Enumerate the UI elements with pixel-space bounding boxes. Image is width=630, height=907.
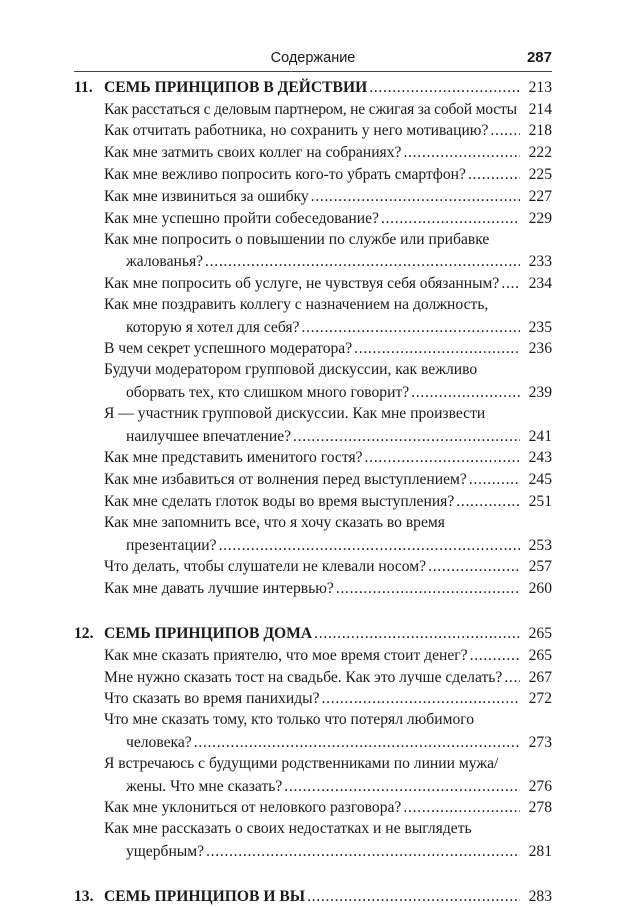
toc-entry-text: Как мне поздравить коллегу с назначением на должность, (104, 295, 489, 313)
toc-entry-text: презентации? (126, 536, 217, 554)
dot-leader (403, 797, 520, 818)
toc-entry-page: 273 (528, 733, 552, 751)
toc-entry-text: Будучи модератором групповой дискуссии, как вежливо (104, 361, 478, 379)
toc-entry[interactable] (104, 120, 552, 142)
toc-entry-page: 214 (528, 100, 552, 118)
toc-entry-text: Что делать, чтобы слушатели не клевали носом? (104, 558, 427, 576)
chapter-page: 265 (528, 624, 552, 642)
toc-entry-text: Как мне уклониться от неловкого разговора? (104, 799, 402, 817)
toc-entry-page: 245 (528, 471, 552, 489)
toc-entry-text: Как мне затмить своих коллег на собраниях? (104, 144, 402, 162)
toc-entry-page: 267 (528, 668, 552, 686)
toc-entry[interactable] (104, 753, 552, 797)
toc-entry-line (104, 688, 552, 710)
dot-leader (301, 317, 520, 338)
toc-entry-line (104, 468, 552, 490)
toc-entry-page: 253 (528, 536, 552, 554)
toc-entry-line (104, 666, 552, 688)
toc-entry[interactable] (104, 688, 552, 710)
toc-entry-line (104, 207, 552, 229)
page-number: 287 (526, 49, 552, 66)
dot-leader (501, 273, 520, 294)
toc-entry-page: 239 (528, 383, 552, 401)
toc-entry-line (104, 185, 552, 207)
toc-entry-line (104, 840, 552, 862)
chapter (74, 76, 552, 599)
toc-entry-text: В чем секрет успешного модератора? (104, 340, 353, 358)
toc-entry-text: Я встречаюсь с будущими родственниками по линии мужа/ (104, 754, 499, 772)
toc-entry[interactable] (104, 512, 552, 556)
chapter-number: 12. (74, 624, 94, 642)
toc-entry-page: 260 (528, 580, 552, 598)
dot-leader (519, 99, 520, 120)
toc-entry-page: 276 (528, 777, 552, 795)
dot-leader (219, 535, 520, 556)
toc-entry-page: 235 (528, 318, 552, 336)
toc-entry-text: человека? (126, 733, 192, 751)
chapter-heading[interactable] (74, 76, 552, 98)
dot-leader (293, 426, 520, 447)
toc-entry-line (104, 141, 552, 163)
toc-entry[interactable] (104, 272, 552, 294)
dot-leader (456, 491, 520, 512)
toc-entry-line (104, 577, 552, 599)
dot-leader (403, 142, 520, 163)
toc-entry-line (104, 490, 552, 512)
toc-entry[interactable] (104, 359, 552, 403)
toc-entry-text: Как мне попросить об услуге, не чувствуя себя обязанным? (104, 274, 500, 292)
toc-entry-page: 278 (528, 799, 552, 817)
dot-leader (354, 338, 520, 359)
toc-entry[interactable] (104, 797, 552, 819)
toc-entry-text: Как расстаться с деловым партнером, не сжигая за собой мосты (104, 100, 517, 118)
toc-entry-line (104, 381, 552, 403)
toc-entry-text: Как мне рассказать о своих недостатках и не выглядеть (104, 820, 472, 838)
toc-entry-text: Что сказать во время панихиды? (104, 690, 320, 708)
toc-entry-text: ущербным? (126, 842, 205, 860)
toc-entry-text: Я — участник групповой дискуссии. Как мне произвести (104, 404, 486, 422)
toc-entry-line (104, 425, 552, 447)
chapter-number: 13. (74, 887, 94, 905)
dot-leader (470, 645, 520, 666)
dot-leader (284, 776, 520, 797)
toc-entry-line (104, 797, 552, 819)
toc-entry[interactable] (104, 403, 552, 447)
toc-entry-text: Как мне сказать приятелю, что мое время стоит денег? (104, 646, 468, 664)
toc-entry-page: 265 (528, 646, 552, 664)
toc-entry[interactable] (104, 666, 552, 688)
dot-leader (428, 556, 520, 577)
chapter (74, 885, 552, 907)
toc-entry-page: 272 (528, 690, 552, 708)
toc-entry-text: Как мне попросить о повышении по службе или прибавке (104, 230, 490, 248)
dot-leader (307, 886, 520, 907)
dot-leader (205, 251, 520, 272)
chapter-page: 213 (528, 78, 552, 96)
toc-entry-text: которую я хотел для себя? (126, 318, 300, 336)
toc-entry[interactable] (104, 98, 552, 120)
chapter-title: СЕМЬ ПРИНЦИПОВ И ВЫ (104, 887, 306, 905)
toc-entry[interactable] (104, 447, 552, 469)
toc-entry-line (104, 338, 552, 360)
toc-entry-page: 251 (528, 492, 552, 510)
toc-entry-text: Мне нужно сказать тост на свадьбе. Как это лучше сделать? (104, 668, 503, 686)
toc-entry-line (104, 98, 552, 120)
chapter-page: 283 (528, 887, 552, 905)
toc-entry-line (104, 163, 552, 185)
chapter-title: СЕМЬ ПРИНЦИПОВ В ДЕЙСТВИИ (104, 78, 368, 96)
toc-entry-page: 218 (528, 122, 552, 140)
toc-entry[interactable] (104, 163, 552, 185)
toc-entry-line (104, 731, 552, 753)
dot-leader (469, 469, 520, 490)
toc-entry[interactable] (104, 644, 552, 666)
chapter (74, 622, 552, 862)
toc-entry[interactable] (104, 468, 552, 490)
toc-entry-page: 233 (528, 253, 552, 271)
toc-entry[interactable] (104, 818, 552, 862)
toc-entry-line (104, 534, 552, 556)
chapter-heading[interactable] (74, 622, 552, 644)
toc-entry-page: 281 (528, 842, 552, 860)
table-of-contents (74, 76, 552, 907)
toc-entry-text: Как мне избавиться от волнения перед выступлением? (104, 471, 467, 489)
toc-entry-text: Как мне извиниться за ошибку (104, 187, 309, 205)
toc-entry-page: 222 (528, 144, 552, 162)
toc-entry[interactable] (104, 207, 552, 229)
toc-entry-page: 229 (528, 209, 552, 227)
running-header-title: Содержание (270, 50, 356, 66)
dot-leader (314, 623, 520, 644)
dot-leader (322, 688, 520, 709)
dot-leader (369, 77, 520, 98)
toc-entry-page: 257 (528, 558, 552, 576)
toc-entry-line (104, 120, 552, 142)
toc-entry-text: оборвать тех, кто слишком много говорит? (126, 383, 410, 401)
toc-entry-line (104, 250, 552, 272)
toc-entry-line (104, 775, 552, 797)
toc-entry[interactable] (104, 338, 552, 360)
running-header (74, 47, 552, 72)
dot-leader (468, 164, 520, 185)
toc-entry-line (104, 316, 552, 338)
toc-entry-text: Как мне запомнить все, что я хочу сказать во время (104, 513, 445, 531)
dot-leader (336, 578, 520, 599)
toc-entry-page: 227 (528, 187, 552, 205)
toc-entry-page: 243 (528, 449, 552, 467)
toc-entry-text: Как мне представить именитого гостя? (104, 449, 363, 467)
chapter-title: СЕМЬ ПРИНЦИПОВ ДОМА (104, 624, 313, 642)
toc-entry-text: жалованья? (126, 253, 204, 271)
toc-entry-text: Как мне сделать глоток воды во время выступления? (104, 492, 455, 510)
toc-entry[interactable] (104, 556, 552, 578)
dot-leader (194, 732, 520, 753)
toc-entry-page: 225 (528, 165, 552, 183)
toc-entry[interactable] (104, 294, 552, 338)
dot-leader (311, 186, 520, 207)
toc-entry[interactable] (104, 229, 552, 273)
dot-leader (381, 208, 520, 229)
dot-leader (504, 667, 520, 688)
toc-entry-line (104, 272, 552, 294)
dot-leader (490, 120, 520, 141)
toc-entry-text: Что мне сказать тому, кто только что потерял любимого (104, 711, 475, 729)
dot-leader (206, 841, 520, 862)
toc-entry-line (104, 644, 552, 666)
toc-entry[interactable] (104, 185, 552, 207)
toc-entry-line (104, 447, 552, 469)
toc-entry-text: Как мне давать лучшие интервью? (104, 580, 334, 598)
toc-entry-text: Как мне успешно пройти собеседование? (104, 209, 379, 227)
toc-entry-text: жены. Что мне сказать? (126, 777, 283, 795)
toc-entry[interactable] (104, 141, 552, 163)
toc-entry-page: 234 (528, 274, 552, 292)
toc-entry-text: Как мне вежливо попросить кого-то убрать смартфон? (104, 165, 466, 183)
chapter-heading[interactable] (74, 885, 552, 907)
toc-entry-page: 236 (528, 340, 552, 358)
toc-entry-page: 241 (528, 427, 552, 445)
toc-entry-text: наилучшее впечатление? (126, 427, 292, 445)
chapter-number: 11. (74, 78, 93, 96)
toc-entry[interactable] (104, 577, 552, 599)
toc-entry-text: Как отчитать работника, но сохранить у него мотивацию? (104, 122, 489, 140)
toc-entry-line (104, 556, 552, 578)
dot-leader (365, 447, 520, 468)
toc-entry[interactable] (104, 709, 552, 753)
dot-leader (411, 382, 520, 403)
toc-entry[interactable] (104, 490, 552, 512)
